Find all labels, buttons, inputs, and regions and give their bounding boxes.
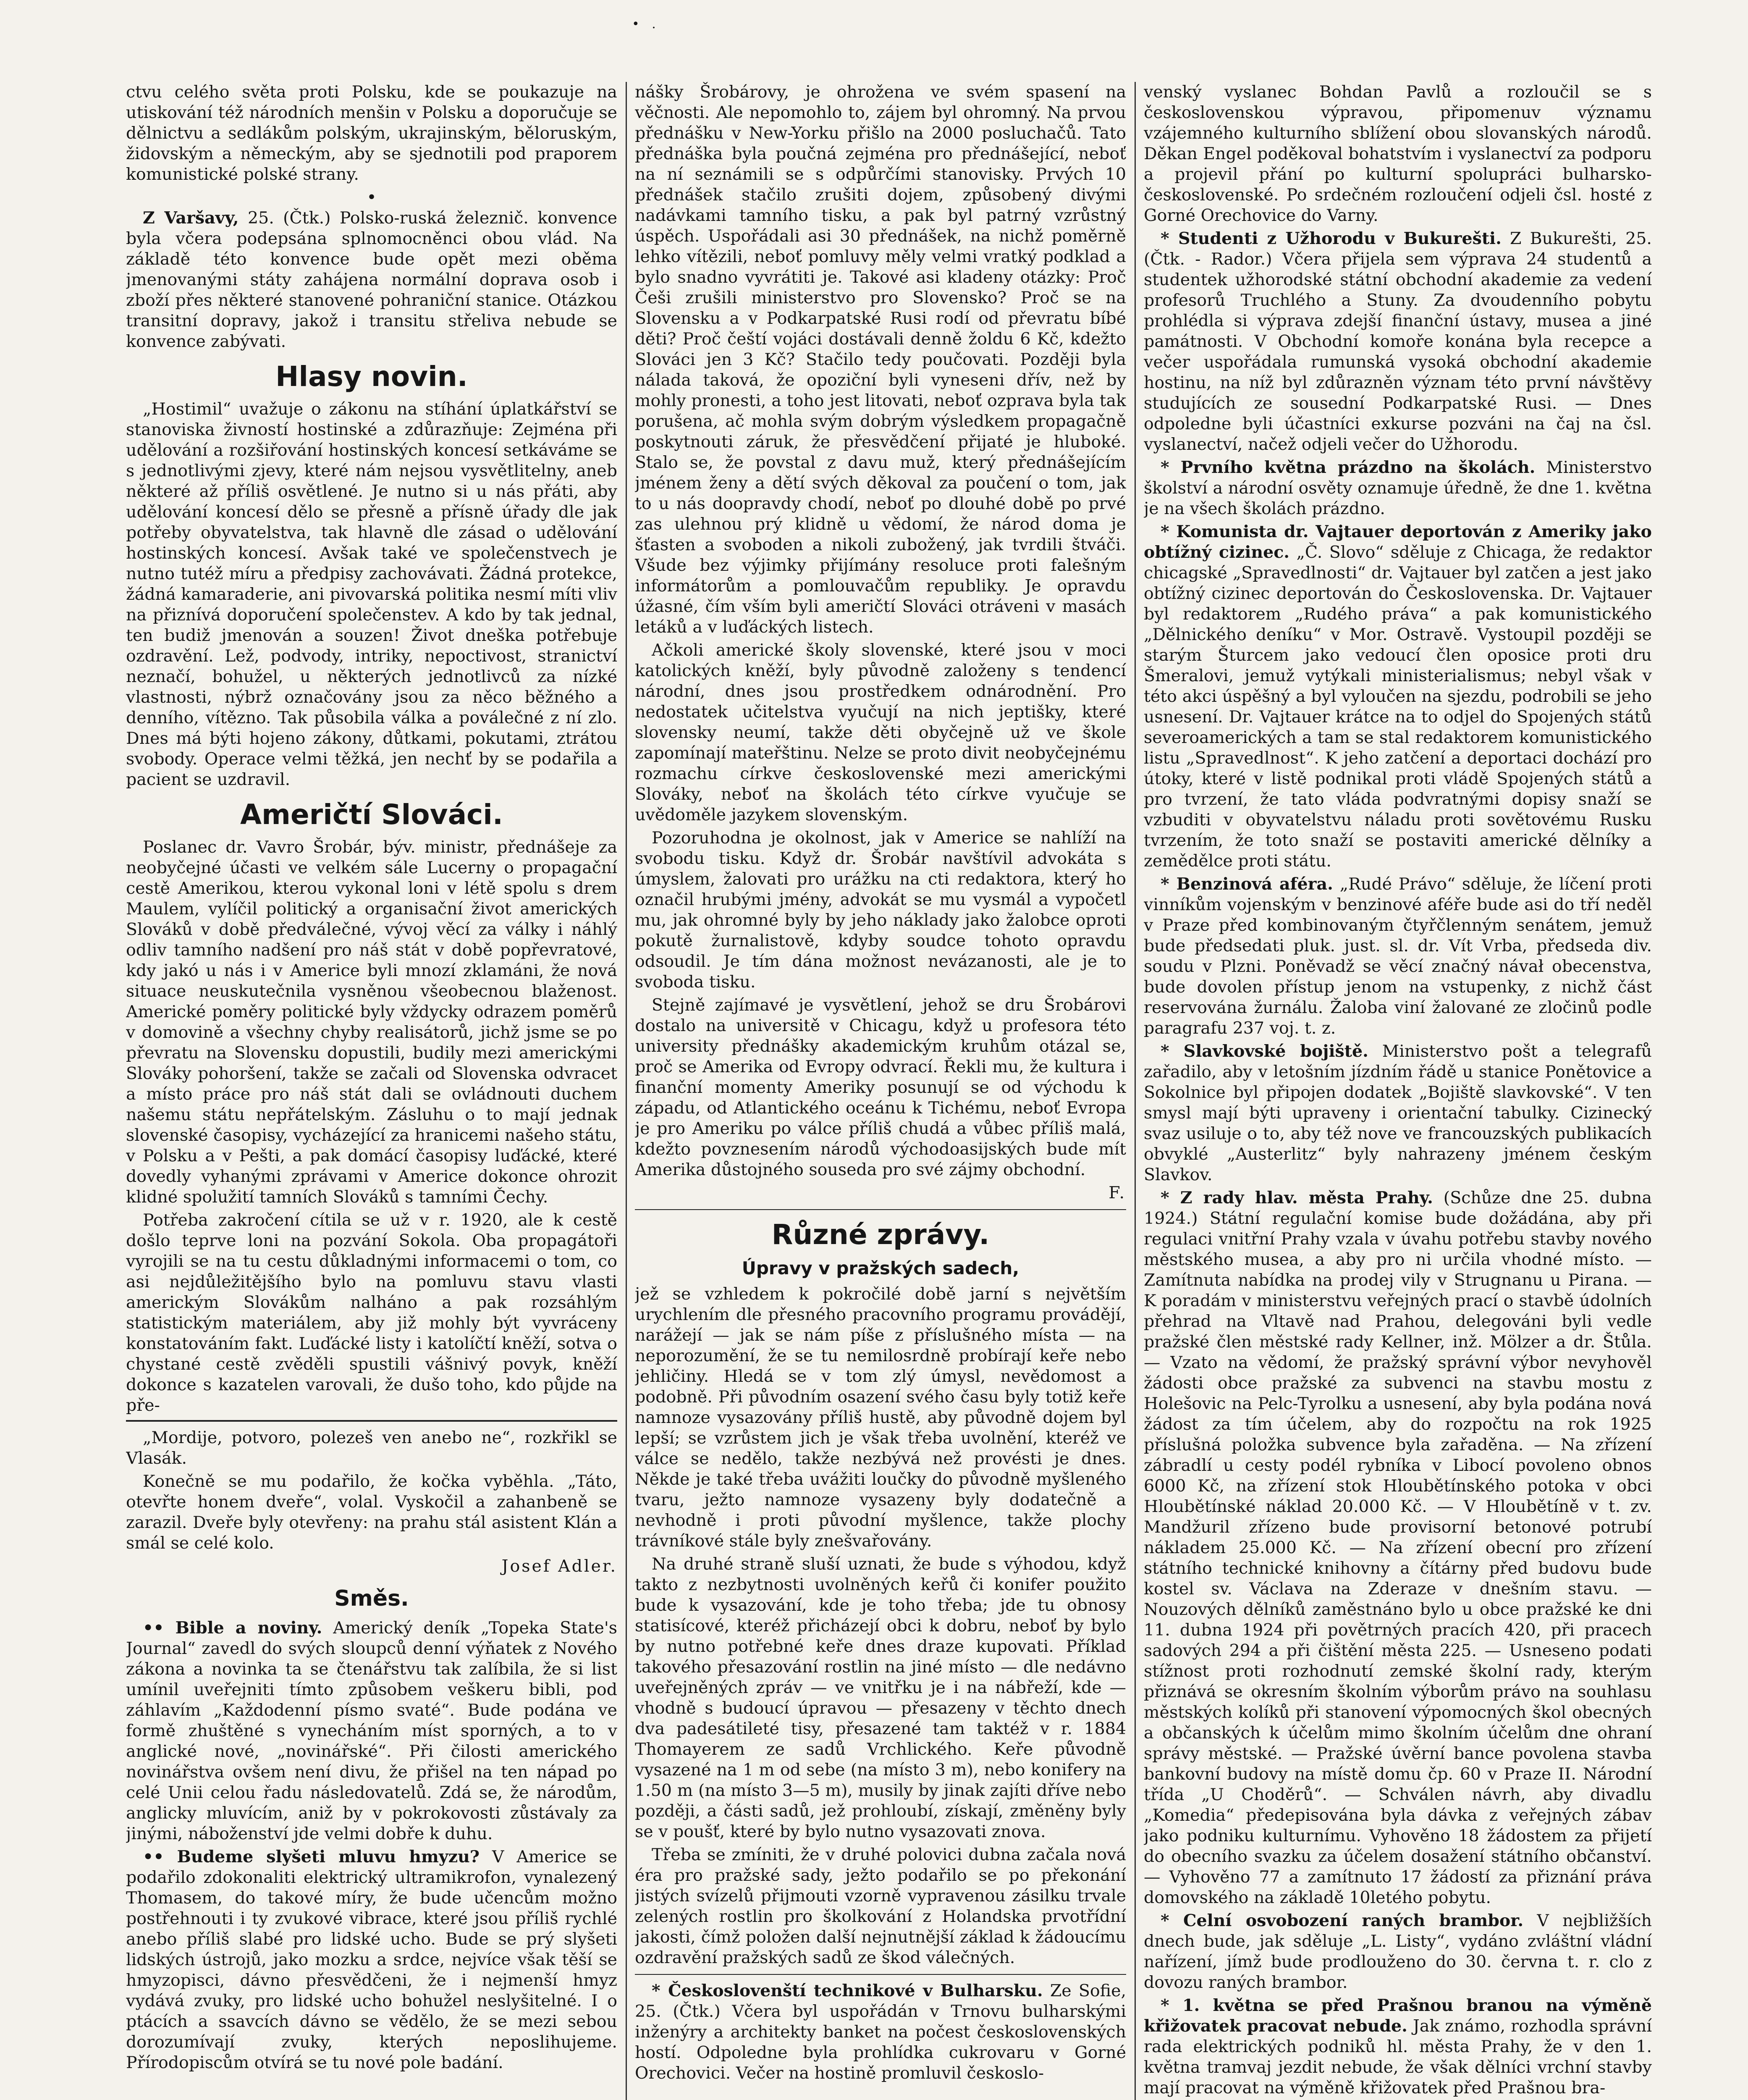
paragraph-slavkov — [1144, 1041, 1652, 1185]
paragraph-brambory — [1144, 1911, 1652, 1993]
lead-brambory: * Celní osvobození raných brambor. — [1161, 1911, 1524, 1930]
text-kveten: Ministerstvo školství a národní osvěty oznamuje úředně, že dne 1. května je na všech školách prázdno. — [1144, 458, 1652, 518]
paragraph-rada — [1144, 1188, 1652, 1908]
lead-vajtauer: * Komunista dr. Vajtauer deportován z Ameriky jako obtížný cizinec. — [1144, 522, 1652, 562]
signature-adler: Josef Adler. — [501, 1557, 617, 1576]
top-marks: • . — [632, 17, 660, 32]
paragraph-hostimil: „Hostimil“ uvažuje o zákonu na stíhání úplatkářství se stanoviska živností hostinské a zdůrazňuje: Zejména při udělování a rozšiřování hostinských koncesí setkáváme se s jednotlivými zjevy, které nám nejsou vysvětlitelny, aneb některé až příliš osvětlené. Je nutno si u nás přáti, aby udělování koncesí dělo se přesně a přísně úřady dle jak potřeby obyvatelstva, tak hlavně dle zásad o udělování hostinských koncesí. Avšak také ve společenstvech je nutno tutéž míru a předpisy zachovávati. Žádná protekce, žádná kamaraderie, ani pivovarská politika nesmí míti vliv na přiznívá doporučení společenstev. A kdo by tak jednal, ten budiž jmenován a souzen! Život dneška potřebuje ozdravění. Lež, podvody, intriky, nepoctivost, stranictví neznačí, bohužel, u některých jednotlivců za nízké vlastnosti, nýbrž označovány jsou za něco běžného a denního, vítězno. Tak působila válka a poválečné z ní zlo. Dnes má býti hojeno zákony, důtkami, pokutami, ztrátou svobody. Operace velmi těžká, jen nechť by se podařila a pacient se uzdravil. — [126, 399, 617, 789]
newspaper-page — [126, 82, 1659, 2100]
text-studenti: Z Bukurešti, 25. (Čtk. - Rador.) Včera přijela sem výprava 24 studentů a studentek užhorodské státní obchodní akademie za vedení profesorů Truchlého a Stuny. Za dvoudenního pobytu prohlédla si výprava zdejší finanční ústavy, musea a jiné památnosti. V Obchodní komoře konána byla recepce a večer uspořádala rumunská vysoká obchodní akademie hostinu, na níž byl zdůrazněn význam této první návštěvy studujících ze sousední Podkarpatské Rusi. — Dnes odpoledne byli účastníci exkurse pozváni na čaj na čsl. vyslanectví, načež odjeli večer do Užhorodu. — [1144, 229, 1652, 454]
text-warsaw: 25. (Čtk.) Polsko-ruská železnič. konvence byla včera podepsána splnomocněnci obou vlád. Na základě této konvence bude opět mezi oběma jmenovanými státy zahájena normální doprava osob i zboží přes některé stanovené pohraniční stanice. Otázkou transitní dopravy, jakož i transitu střeliva nebude se konvence zabývati. — [126, 208, 617, 351]
paragraph-continued: venský vyslanec Bohdan Pavlů a rozloučil se s československou výpravou, připomenuv významu vzájemného kulturního sblížení obou slovanských národů. Děkan Engel poděkoval bohatstvím i vyslanectví za podporu a projevil přání po kulturní spolupráci bulharsko-československé. Po srdečném rozloučení odjeli čsl. hosté z Gorné Orechovice do Varny. — [1144, 82, 1652, 225]
column-rule — [1135, 82, 1136, 2100]
text-slavkov: Ministerstvo pošt a telegrafů zařadilo, aby v letošním jízdním řádě u stanice Ponětovice a Sokolnice byl připojen dodatek „Bojiště slavkovské“. V ten smysl mají býti upraveny i orientační tabulky. Cizinecký svaz usiluje o to, aby též nove ve francouzských publikacích obvyklé „Austerlitz“ byly nahrazeny jménem českým Slavkov. — [1144, 1042, 1652, 1184]
lead-bible: •• Bible a noviny. — [143, 1618, 322, 1638]
text-technikove: Ze Sofie, 25. (Čtk.) Včera byl uspořádán v Trnovu bulharskými inženýry a architekty banket na počest československých hostí. Odpoledne byla prohlídka cukrovaru v Gorné Orechovici. Večer na hostině promluvil českoslo- — [635, 1981, 1126, 2083]
paragraph-warsaw — [126, 208, 617, 352]
paragraph-continued: nášky Šrobárovy, je ohrožena ve svém spasení na věčnosti. Ale nepomohlo to, zájem byl ohromný. Na prvou přednášku v New-Yorku přišlo na 2000 posluchačů. Tato přednáška byla poučná zejména pro přednášející, neboť na ní seznámili se s odpůrčími stanovisky. Prvých 10 přednášek stačilo zrušiti dojem, způsobený divými nadávkami tamního tisku, a pak byl patrný vzrůstný úspěch. Uspořádali asi 30 přednášek, na nichž poměrně lehko vítězili, neboť pomluvy měly velmi vratký podklad a bylo snadno vyvrátiti je. Takové asi kladeny otázky: Proč Češi zrušili ministerstvo pro Slovensko? Proč se na Slovensku a v Podkarpatské Rusi rodí od převratu bíbé děti? Proč čeští vojáci dostávali denně žoldu 6 Kč, kdežto Slováci jen 3 Kč? Stačilo tedy poučovati. Později byla nálada taková, že opoziční byli vyneseni dřív, než by mohly pronesti, a toho jest litovati, neboť ozprava byla tak porušena, ač mohla svým dobrým výsledkem propagačně poskytnouti záruk, že přesvědčení přijaté je hluboké. Stalo se, že povstal z davu muž, který přednášejícím jménem ženy a dětí svých děkoval za poučení o tom, jak to u nás doopravdy chodí, neboť po dlouhé době po prvé zas ulehnou prý klidně u vědomí, že národ doma je šťasten a svoboden a nikoli zubožený, jak tvrdili štváči. Všude bez výjimky přijímány resoluce proti falešným informátorům a pomlouvačům republiky. Je opravdu úžasné, čím vším byli američtí Slováci otráveni v masách letáků a v luďáckých listech. — [635, 82, 1126, 637]
separator-star: • — [367, 188, 377, 207]
text-vajtauer: „Č. Slovo“ sděluje z Chicaga, že redaktor chicagské „Spravedlnosti“ dr. Vajtauer byl zatčen a jest jako obtížný cizinec deportován do Československa. Dr. Vajtauer byl redaktorem „Rudého práva“ a pak komunistického „Dělnického deníku“ v Mor. Ostravě. Vystoupil později se starým Šturcem jako vedoucí člen oposice proti dru Šmeralovi, jemuž vytýkali ministerialismus; nebyl však v této akci úspěšný a byl vyloučen na sjezdu, podrobili se jeho usnesení. Dr. Vajtauer krátce na to odjel do Spojených států severoamerických a tam se stal redaktorem komunistického listu „Spravedlnost“. K jeho zatčení a deportaci dochází pro útoky, které v listě podnikal proti vládě Spojených států a pro tvrzení, že tato vláda podvratnými dopisy snaží se vzbuditi v obyvatelstvu náladu proti sovětovému Rusku tvrzením, že toto snaží se postaviti americké dělníky a zemědělce proti státu. — [1144, 543, 1652, 871]
paragraph-prasna-brana — [1144, 1995, 1652, 2098]
paragraph-chicago: Stejně zajímavé je vysvětlení, jehož se dru Šrobárovi dostalo na universitě v Chicagu, když u profesora této university přednášky akademickým kruhům otázal se, proč se Amerika od Evropy odvrací. Řekli mu, že kultura i finanční momenty Ameriky posunují se od východu k západu, od Atlantického oceánu k Tichému, neboť Evropa je pro Ameriku po válce příliš chudá a vůbec příliš malá, kdežto povznesením národů východoasijských bude mít Amerika důstojného souseda pro své zájmy obchodní. — [635, 995, 1126, 1179]
text-rada: (Schůze dne 25. dubna 1924.) Státní regulační komise bude dožádána, aby při regulaci vnitřní Prahy vzala v úvahu potřebu stavby nového městského musea, a aby pro ni určila vhodné místo. — Zamítnuta nabídka na prodej vily v Strugnanu u Pirana. — K poradám v ministerstvu veřejných prací o stavbě údolních přehrad na Vltavě nad Prahou, delegováni byli vedle pražské člen městské rady Kellner, inž. Mölzer a dr. Štůla. — Vzato na vědomí, že pražský správní výbor nevyhověl žádosti obce pražské za subvenci na stavbu mostu z Holešovic na Pelc-Tyrolku a usnesení, aby byla podána nová žádost za tím účelem, aby do rozpočtu na rok 1925 příslušná položka subvence byla zařaděna. — Na zřízení zábradlí u cesty podél rybníka v Libocí povoleno obnos 6000 Kč, na zřízení stok Hloubětínského potoka v obci Hloubětínské náklad 20.000 Kč. — V Hloubětíně v t. zv. Mandžuril zřízeno bude provisorní betonové potrubí nákladem 25.000 Kč. — Na zřízení obecní pro zřízení státního technické knihovny a čítárny před budovu bude kostel sv. Václava na Zderaze v dnešním stavu. — Nouzových dělníků zaměstnáno bylo u obce pražské ke dni 11. dubna 1924 při povětrných pracích 420, při pracech sadových 294 a při čištění města 225. — Usneseno podati stížnost proti rozhodnutí zemské školní rady, kterým přiznává se okresním školním výborům právo na souhlasu městských kolíků při stanovení výpomocných škol obecných a občanských k účelům mimo školním účelům dne ohraní správy městské. — Pražské úvěrní bance povolena stavba bankovní budovy na místě domu čp. 60 v Praze II. Národní třída „U Choděrů“. — Schválen návrh, aby divadlu „Komedia“ předepisována byla dávka z veřejných zábav jako podniku kulturnímu. Vyhověno 18 žádostem za přijetí do obecního svazku za účelem dosažení státního občanství. — Vyhověno 77 a zamítnuto 17 žádostí za přiznání práva domovského na základě 10letého pobytu. — [1144, 1188, 1652, 1907]
lead-slavkov: * Slavkovské bojiště. — [1161, 1042, 1368, 1061]
paragraph-konecne: Konečně se mu podařilo, že kočka vyběhla. „Táto, otevřte honem dveře“, volal. Vyskočil a zahanbeně se zarazil. Dveře byly otevřeny: na prahu stál asistent Klán a smál se celé kolo. — [126, 1472, 617, 1553]
divider — [635, 1209, 1126, 1210]
text-benzin: „Rudé Právo“ sděluje, že líčení proti vinníkům vojenským v benzinové aféře bude asi do tří neděl v Praze před kombinovaným čtyřčlenným senátem, jemuž bude předsedati pluk. just. sl. dr. Vít Vrba, předseda div. soudu v Plzni. Poněvadž se věcí značný návał obecenstva, bude dovolen přístup jenom na vstupenky, z nichž část reservována žurnálu. Žaloba viní žalované ze zločinů podle paragrafu 237 voj. t. z. — [1144, 874, 1652, 1038]
text-hmyz: V Americe se podařilo zdokonaliti elektrický ultramikrofon, vynalezený Thomasem, do takové míry, že bude učencům možno postřehnouti i ty zvukové vibrace, které jsou příliš rychlé anebo příliš slabé pro lidské ucho. Bude se prý slyšeti lidských ústrojů, jako mozku a srdce, nejvíce však těší se hmyzopisci, dávno přesvědčeni, že i nejmenší hmyz vydává zvuky, pro lidské ucho bohužel neslyšitelné. I o ptácích a ssavcích dávno se vědělo, že se mezi sebou dorozumívají zvuky, kterých neposlihujeme. Přírodopiscům otvírá se tu nové pole badání. — [126, 1847, 617, 2072]
paragraph-treba: Třeba se zmíniti, že v druhé polovici dubna začala nová éra pro pražské sady, ježto podařilo se po překonání jistých svízelů přijmouti vzorně vypravenou zásilku trvale zelených rostlin pro školkování z Holandska prvotřídní jakosti, čímž položen další nejnutnější základ k žádoucímu ozdravění pražských sadů ze škod válečných. — [635, 1845, 1126, 1967]
lead-technikove: * Českoslovenští technikové v Bulharsku. — [652, 1981, 1043, 2000]
text-brambory: V nejbližších dnech bude, jak sděluje „L. Listy“, vydáno zvláštní vládní nařízení, jímž bude prodlouženo do 30. června t. r. clo z dovozu raných brambor. — [1144, 1911, 1652, 1992]
paragraph-hmyz — [126, 1847, 617, 2073]
heading-ruzne-zpravy: Různé zprávy. — [771, 1218, 990, 1251]
signature-f: F. — [1109, 1183, 1126, 1202]
heading-hlasy-novin: Hlasy novin. — [275, 360, 468, 393]
column-1 — [126, 82, 617, 2100]
heading-smes: Směs. — [334, 1586, 409, 1611]
lead-rada: * Z rady hlav. města Prahy. — [1161, 1188, 1433, 1208]
paragraph-srobar: Poslanec dr. Vavro Šrobár, býv. ministr, přednášeje za neobyčejné účasti ve velkém sále Lucerny o propagační cestě Amerikou, kterou vykonal loni v létě spolu s drem Maulem, vylíčil politický a organisační život amerických Slováků v době předválečné, vývoj věcí za války i náhlý odliv tamního nadšení pro náš stát v době popřevratové, kdy jakó u nás i v Americe byli mnozí zklamáni, že nová situace neuskutečnila vysněnou všeobecnou blaženost. Americké poměry politické byly vždycky odrazem poměrů v domovině a všechny chyby realisátorů, jichž jsme se po převratu na Slovensku dopustili, budily mezi americkými Slováky pohoršení, takže se začali od Slovenska odvracet a místo práce pro náš stát dali se ovládnouti duchem našemu státu nepřátelským. Zásluhu o to mají jednak slovenské časopisy, vycházející za hranicemi našeho státu, v Polsku a v Pešti, a pak domácí časopisy luďácké, které dovedly vyhanými zprávami v Americe dokonce ohrozit klidné spolužití tamních Slováků s tamními Čechy. — [126, 837, 617, 1207]
paragraph-druhe-strane: Na druhé straně sluší uznati, že bude s výhodou, když takto z nezbytnosti uvolněných keřů či konifer použito bude k vysazování, kde je toho třeba; jde tu obnosy statisícové, kteréž přicházejí obci k dobru, neboť by bylo by nutno potřebné keře dnes draze kupovati. Příklad takového přesazování rostlin na jiné místo — dle nedávno uveřejněných zpráv — ve vnitřku je i na nábřeží, kde — vhodně s budoucí úpravou — přesazeny v těchto dnech dva padesátileté tisy, přesazené tam taktéž v r. 1884 Thomayerem ze sadů Vrchlického. Keře původně vysazené na 1 m od sebe (na místo 3 m), nebo konifery na 1.50 m (na místo 3—5 m), musily by jinak zajíti dříve nebo později, a části sadů, jež prohloubí, získají, změněny byly se v poušť, které by bylo nutno vysazovati znova. — [635, 1554, 1126, 1841]
lead-studenti: * Studenti z Užhorodu v Bukurešti. — [1161, 229, 1502, 248]
paragraph-upravy: jež se vzhledem k pokročilé době jarní s největším urychlením dle přesného pracovního programu provádějí, narážejí — jak se nám píše z příslušného místa — na neporozumění, že se tu nemilosrdně probírají keře nebo jehličiny. Hledá se v tom zlý úmysl, nevědomost a podobně. Při původním osazení svého času byly totiž keře namnoze vysazovány příliš hustě, aby původně dojem byl lepší; se vzrůstem jich je však třeba uvolnění, kteréž ve válce se nedělo, takže nezbývá než provésti je dnes. Někde je také třeba uvážiti loučky do původně myšleného tvaru, ježto namnoze vysazeny byly dodatečně a nevhodně i proti původní myšlence, takže plochy trávníkové stále byly znešvařovány. — [635, 1284, 1126, 1551]
lead-prasna-brana: * 1. května se před Prašnou branou na výměně křižovatek pracovat nebude. — [1144, 1996, 1652, 2036]
column-3 — [1144, 82, 1652, 2100]
paragraph-potreba: Potřeba zakročení cítila se už v r. 1920, ale k cestě došlo teprve loni na pozvání Sokola. Oba propagátoři vyrojili se na tu cestu důkladnými informacemi o tom, co asi nejdůležitějšího bylo na pomluvu stavu vlasti americkým Slovákům nalháno a pak rozsáhlým statistickým materiálem, aby již mohly být vyvráceny konstatováním fakt. Luďácké listy i katolíčtí kněží, sotva o chystané cestě zvěděli spustili vášnivý povyk, kněží dokonce s kazatelen varovali, že dušo toho, kdo půjde na pře- — [126, 1210, 617, 1415]
paragraph-mordije: „Mordije, potvoro, polezeš ven anebo ne“, rozkřikl se Vlasák. — [126, 1428, 617, 1468]
divider — [635, 1974, 1126, 1975]
paragraph-studenti — [1144, 228, 1652, 455]
column-2 — [635, 82, 1126, 2100]
heading-americti-slovaci: Američtí Slováci. — [240, 798, 503, 831]
paragraph-bible — [126, 1618, 617, 1844]
lead-kveten: * Prvního května prázdno na školách. — [1161, 458, 1536, 477]
paragraph-intro: ctvu celého světa proti Polsku, kde se poukazuje na utiskování též národních menšin v Polsku a doporučuje se dělnictvu a sedlákům polským, ukrajinským, běloruským, židovským a německým, aby se sjednotili pod praporem komunistické polské strany. — [126, 82, 617, 184]
subheading-upravy: Úpravy v pražských sadech, — [742, 1258, 1019, 1278]
divider — [126, 1420, 617, 1422]
dateline-warsaw: Z Varšavy, — [143, 208, 239, 228]
text-bible: Americký deník „Topeka State's Journal“ zavedl do svých sloupců denní výňatek z Nového zákona a novinka ta se čtenářstvu tak zalíbila, že si list umínil uveřejniti tímto způsobem veškeru bibli, pod záhlavím „Každodenní písmo svaté“. Bude podána ve formě zhuštěné s vynecháním míst sporných, a to v anglické nové, „novinářské“. Při čilosti amerického novinářstva ovšem není divu, že přišel na ten nápad po celé Unii celou řadu následovatelů. Zdá se, že národům, anglicky mluvícím, aniž by v pokrokovosti zůstávaly za jinými, náboženství jde velmi dobře k duhu. — [126, 1618, 617, 1843]
paragraph-svoboda-tisku: Pozoruhodna je okolnost, jak v Americe se nahlíží na svobodu tisku. Když dr. Šrobár navštívil advokáta s úmyslem, žalovati pro urážku na cti redaktora, který ho označil hrubými jmény, advokát se mu vysmál a vypočetl mu, jak ohromné byly by jeho náklady jako žalobce oproti pokutě žurnalistově, kdyby soudce tohoto opravdu odsoudil. Je tím dána možnost nevázanosti, ale je to svoboda tisku. — [635, 828, 1126, 992]
paragraph-vajtauer — [1144, 522, 1652, 872]
paragraph-ackoli: Ačkoli americké školy slovenské, které jsou v moci katolických kněží, byly původně založeny s tendencí národní, dnes jsou prostředkem odnárodnění. Pro nedostatek učitelstva vyučují na nich jeptišky, které slovensky neumí, takže děti obyčejně už ve škole zapomínají mateřštinu. Nelze se proto divit neobyčejnému rozmachu církve československé mezi americkými Slováky, neboť na školách této církve vyučuje se uvědoměle jazykem slovenským. — [635, 640, 1126, 824]
lead-benzin: * Benzinová aféra. — [1161, 874, 1333, 894]
lead-hmyz: •• Budeme slyšeti mluvu hmyzu? — [143, 1847, 480, 1866]
paragraph-kveten — [1144, 457, 1652, 519]
paragraph-benzin — [1144, 874, 1652, 1039]
text-prasna-brana: Jak známo, rozhodla správní rada elektrických podniků hl. města Prahy, že v den 1. května tramvaj jezdit nebude, že však dělníci vrchní stavby mají pracovat na výměně křižovatek před Prašnou bra- — [1144, 2016, 1652, 2097]
column-rule — [626, 82, 627, 2100]
paragraph-technikove — [635, 1981, 1126, 2084]
